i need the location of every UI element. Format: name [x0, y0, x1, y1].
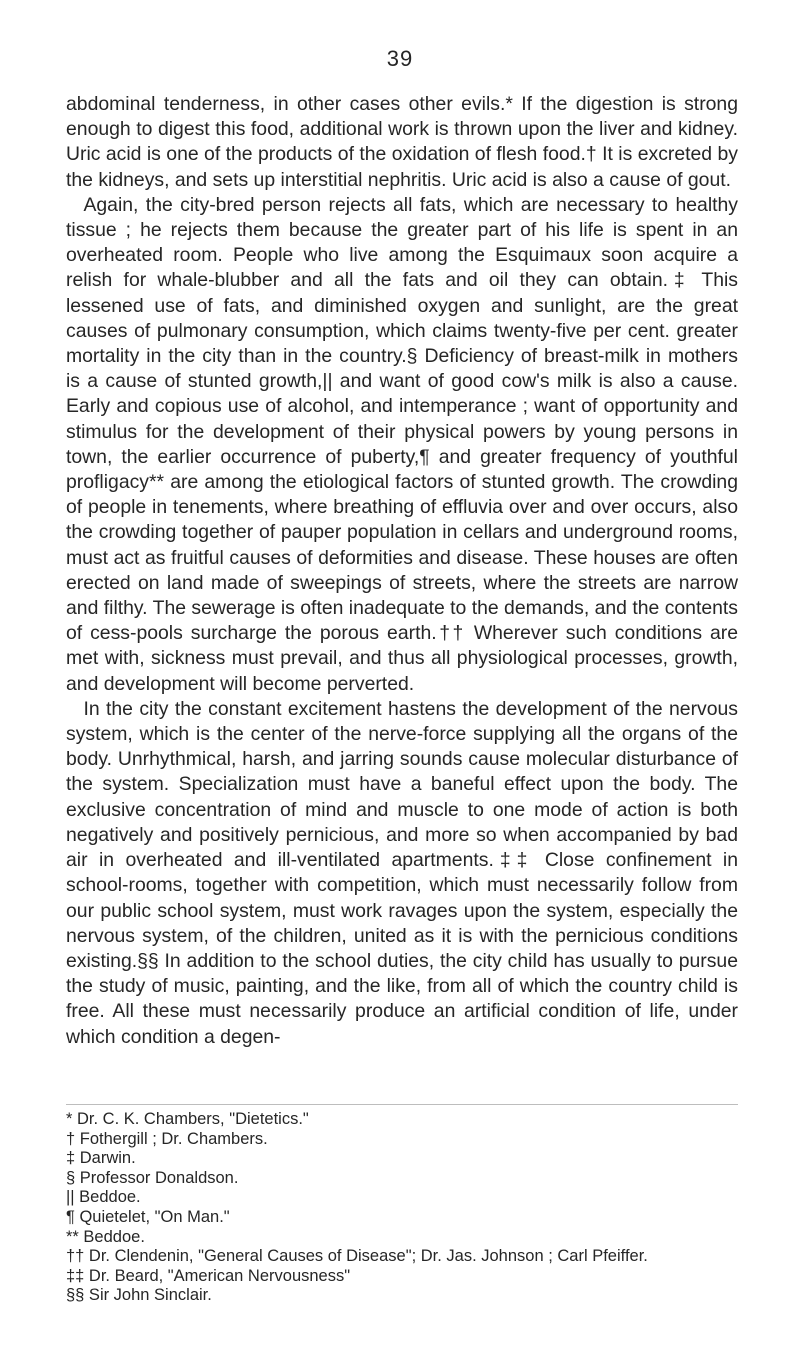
footnote: ‡ Darwin. — [66, 1149, 136, 1168]
body-text — [66, 92, 738, 1050]
footnote: ¶ Quietelet, "On Man." — [66, 1207, 230, 1226]
footnote: †† Dr. Clendenin, "General Causes of Disease"; Dr. Jas. Johnson ; Carl Pfeiffer. — [66, 1247, 648, 1266]
footnote-divider — [66, 1104, 738, 1105]
footnotes — [66, 1110, 738, 1306]
paragraph: In the city the constant excitement hastens the development of the nervous system, which is the center of the nerve-force supplying all the organs of the body. Unrhythmical, harsh, and jarring sounds cause molecular disturbance of the system. Specialization must have a baneful effect upon the body. The exclusive concentration of mind and muscle to one mode of action is both negatively and positively pernicious, and more so when accompanied by bad air in overheated and ill-ventilated apartments.‡‡ Close confinement in school-rooms, together with competition, which must necessarily follow from our public school system, must work ravages upon the system, especially the nervous system, of the children, united as it is with the pernicious conditions existing.§§ In addition to the school duties, the city child has usually to pursue the study of music, painting, and the like, from all of which the country child is free. All these must necessarily produce an artificial condition of life, under which condition a degen- — [66, 697, 738, 1048]
footnote: ‡‡ Dr. Beard, "American Nervousness" — [66, 1266, 351, 1285]
footnote: † Fothergill ; Dr. Chambers. — [66, 1129, 268, 1148]
paragraph: Again, the city-bred person rejects all fats, which are necessary to healthy tissue ; he rejects them because the greater part of his life is spent in an overheated room. People who live among the Esquimaux soon acquire a relish for whale-blubber and all the fats and oil they can obtain.‡ This lessened use of fats, and diminished oxygen and sunlight, are the great causes of pulmonary consumption, which claims twenty-five per cent. greater mortality in the city than in the country.§ Deficiency of breast-milk in mothers is a cause of stunted growth,|| and want of good cow's milk is also a cause. Early and copious use of alcohol, and intemperance ; want of opportunity and stimulus for the development of their physical powers by young persons in town, the earlier occurrence of puberty,¶ and greater frequency of youthful profligacy** are among the etiological factors of stunted growth. The crowding of people in tenements, where breathing of effluvia over and over occurs, also the crowding together of pauper population in cellars and underground rooms, must act as fruitful causes of deformities and disease. These houses are often erected on land made of sweepings of streets, where the streets are narrow and filthy. The sewerage is often inadequate to the demands, and the contents of cess-pools surcharge the porous earth.†† Wherever such conditions are met with, sickness must prevail, and thus all physiological processes, growth, and development will become perverted. — [66, 193, 738, 695]
paragraph: abdominal tenderness, in other cases other evils.* If the digestion is strong enough to digest this food, additional work is thrown upon the liver and kidney. Uric acid is one of the products of the oxidation of flesh food.† It is excreted by the kidneys, and sets up interstitial nephritis. Uric acid is also a cause of gout. — [66, 93, 738, 191]
footnote: * Dr. C. K. Chambers, "Dietetics." — [66, 1110, 309, 1128]
page-number: 39 — [386, 46, 414, 71]
footnote: || Beddoe. — [66, 1188, 141, 1207]
footnote: §§ Sir John Sinclair. — [66, 1286, 212, 1305]
footnote: § Professor Donaldson. — [66, 1168, 239, 1187]
footnote: ** Beddoe. — [66, 1227, 145, 1246]
